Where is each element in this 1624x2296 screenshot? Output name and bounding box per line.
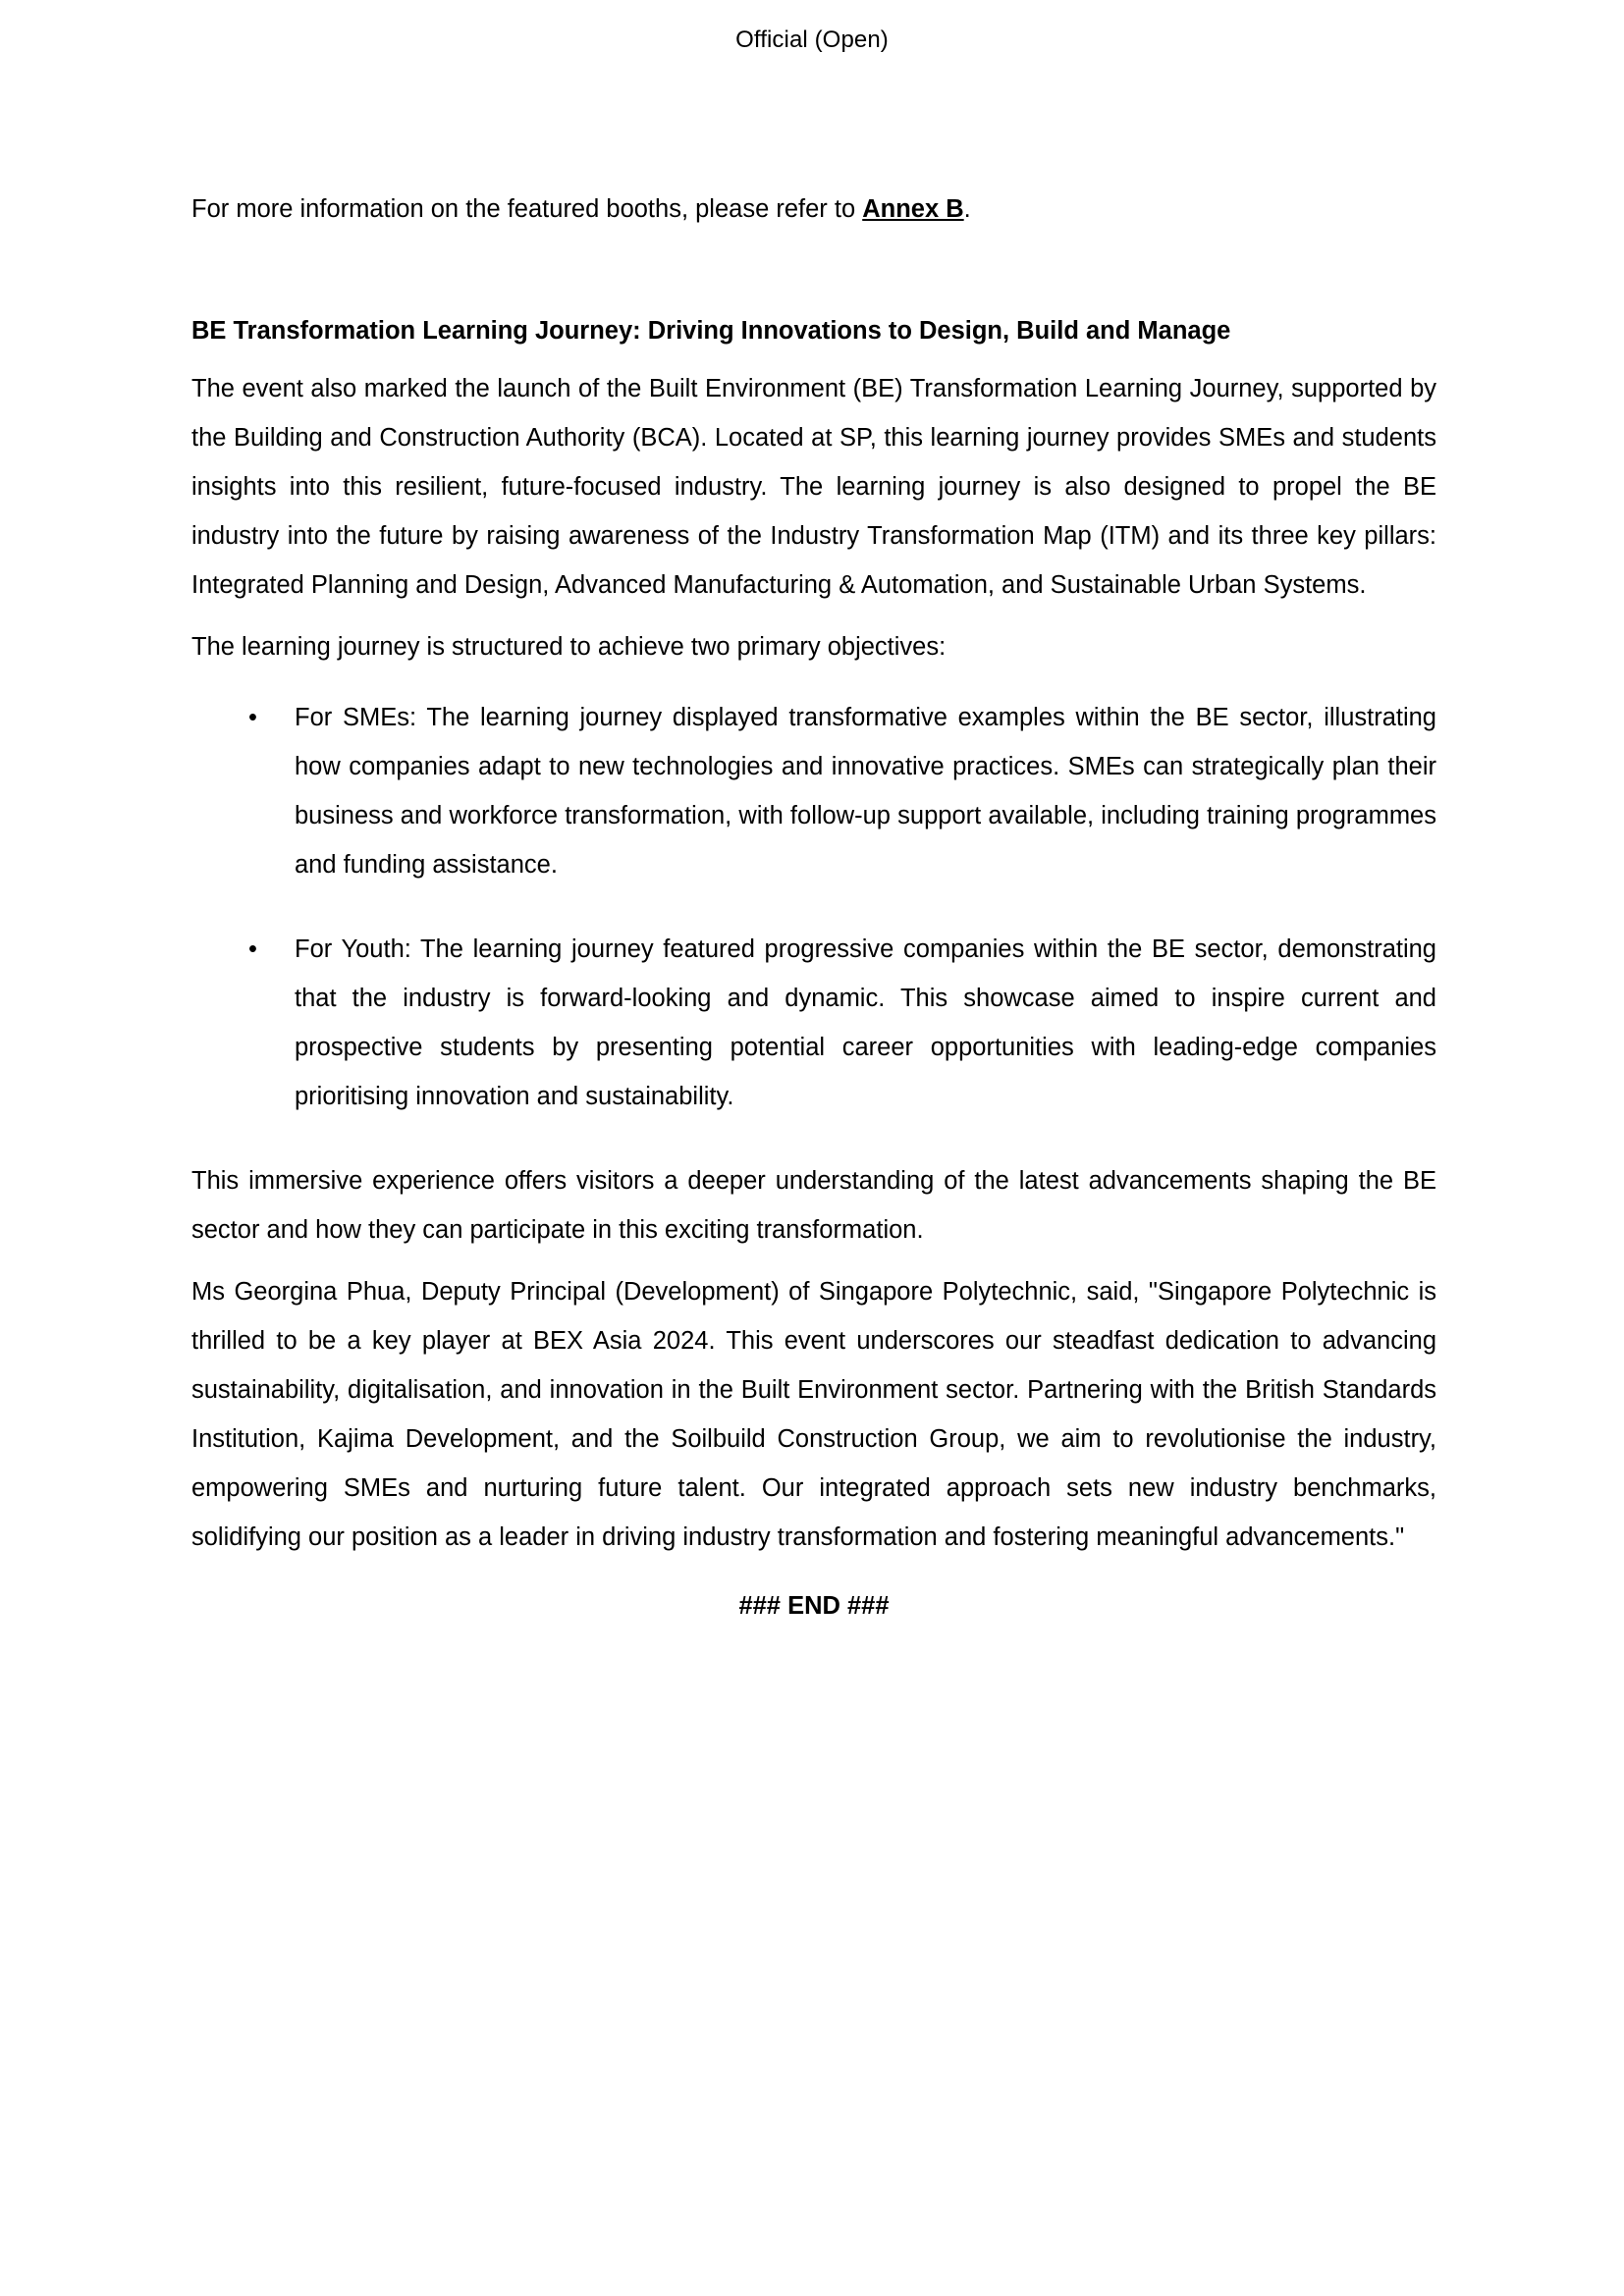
list-item (191, 693, 1436, 889)
bullet-icon: • (248, 935, 257, 963)
bullet-icon: • (248, 704, 257, 731)
section-paragraph-1: The event also marked the launch of the Built Environment (BE) Transformation Learning Journey, supported by the Building and Construction Authority (BCA). Located at SP, this learning journey provides SMEs and students insights into this resilient, future-focused industry. The learning journey is also designed to propel the BE industry into the future by raising awareness of the Industry Transformation Map (ITM) and its three key pillars: Integrated Planning and Design, Advanced Manufacturing & Automation, and Sustainable Urban Systems. (191, 375, 1436, 599)
document-body (191, 185, 1436, 1630)
list-item-text: For SMEs: The learning journey displayed transformative examples within the BE sector, illustrating how companies adapt to new technologies and innovative practices. SMEs can strategically plan their business and workforce transformation, with follow-up support available, including training programmes and funding assistance. (295, 704, 1436, 879)
annex-b-reference[interactable]: Annex B (862, 195, 964, 223)
list-spacer (191, 675, 1436, 693)
paragraph-spacer (191, 614, 1436, 622)
list-item-text: For Youth: The learning journey featured progressive companies within the BE sector, demonstrating that the industry is forward-looking and dynamic. This showcase aimed to inspire current and prospective students by presenting potential career opportunities with leading-edge companies prioritising innovation and sustainability. (295, 935, 1436, 1110)
intro-text-after: . (963, 195, 971, 223)
intro-paragraph (191, 185, 1436, 234)
end-marker: ### END ### (738, 1592, 890, 1620)
section-heading: BE Transformation Learning Journey: Driving Innovations to Design, Build and Manage (191, 317, 1231, 345)
list-item (191, 925, 1436, 1121)
section-paragraph-3: This immersive experience offers visitors a deeper understanding of the latest advancements shaping the BE sector and how they can participate in this exciting transformation. (191, 1167, 1436, 1244)
quote-paragraph: Ms Georgina Phua, Deputy Principal (Development) of Singapore Polytechnic, said, "Singapore Polytechnic is thrilled to be a key player at BEX Asia 2024. This event underscores our steadfast dedication to advancing sustainability, digitalisation, and innovation in the Built Environment sector. Partnering with the British Standards Institution, Kajima Development, and the Soilbuild Construction Group, we aim to revolutionise the industry, empowering SMEs and nurturing future talent. Our integrated approach sets new industry benchmarks, solidifying our position as a leader in driving industry transformation and fostering meaningful advancements." (191, 1278, 1436, 1551)
classification-header: Official (Open) (735, 27, 889, 53)
paragraph-spacer (191, 1258, 1436, 1267)
objectives-list (191, 693, 1436, 1121)
section-paragraph-2: The learning journey is structured to achieve two primary objectives: (191, 633, 947, 661)
intro-text-before: For more information on the featured booths, please refer to (191, 195, 863, 223)
